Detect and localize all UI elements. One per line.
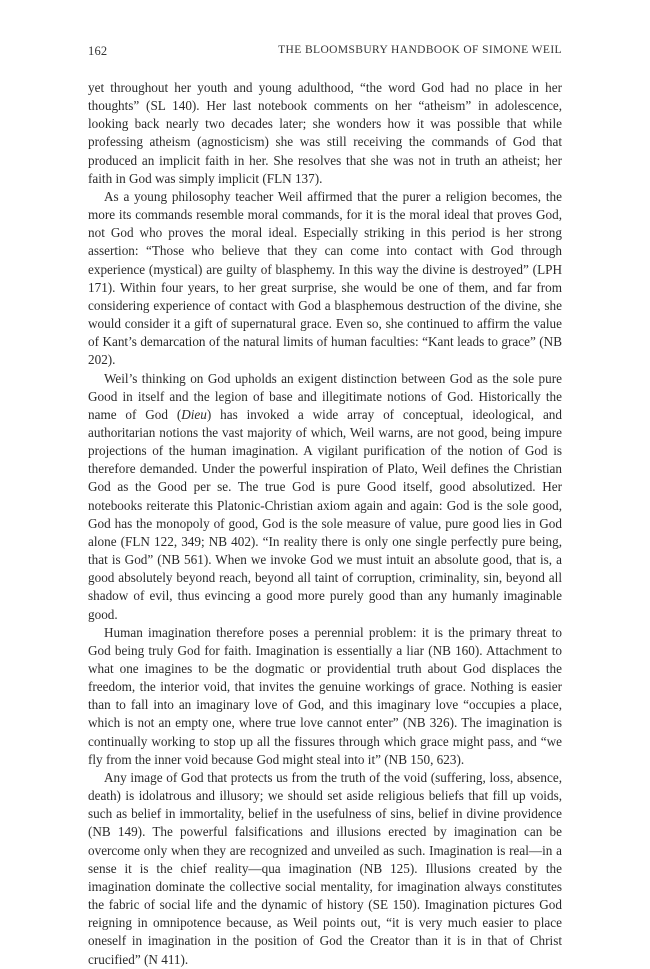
page-number: 162: [88, 44, 108, 58]
running-head: [88, 44, 562, 62]
paragraph-3-part-2: ) has invoked a wide array of conceptual, ideological, and authoritarian notions the vast majority of which, Weil warns, are not good, being impure projections of the human imagination. A vigilant purification of the notion of God is therefore demanded. Under the powerful inspiration of Plato, Weil defines the Christian God as the Good per se. The true God is pure Good itself, good absolutized. Her notebooks reiterate this Platonic-Christian axiom again and again: God is the sole good, God has the monopoly of good, God is the sole measure of value, pure good lies in God alone (FLN 122, 349; NB 402). “In reality there is only one single perfectly pure being, that is God” (NB 561). When we invoke God we must intuit an absolute good, that is, a good absolutely beyond reach, beyond all taint of corruption, criminality, sin, beyond all shadow of evil, thus evincing a good more purely good than any humanly imaginable good.: [88, 406, 562, 622]
italic-term-dieu: Dieu: [181, 406, 207, 422]
body-text: [88, 79, 562, 969]
paragraph-4: Human imagination therefore poses a perennial problem: it is the primary threat to God being truly God for faith. Imagination is essentially a liar (NB 160). Attachment to what one imagines to be the dogmatic or providential truth about God displaces the freedom, the interior void, that invites the genuine workings of grace. Nothing is easier than to fall into an imaginary love of God, and this imaginary love “occupies a place, which is not an empty one, where true love cannot enter” (NB 326). The imagination is continually working to stop up all the fissures through which grace might pass, and “we fly from the inner void because God might steal into it” (NB 150, 623).: [88, 624, 562, 767]
paragraph-5: Any image of God that protects us from the truth of the void (suffering, loss, absence, death) is idolatrous and illusory; we should set aside religious beliefs that fill up voids, such as belief in immortality, belief in the usefulness of sins, belief in divine providence (NB 149). The powerful falsifications and illusions erected by imagination can be overcome only when they are recognized and unveiled as such. Imagination is real—in a sense it is the chief reality—qua imagination (NB 125). Illusions created by the imagination dominate the collective social mentality, for imagination always constitutes the fabric of social life and the dynamic of history (SE 150). Imagination pictures God reigning in omnipotence because, as Weil points out, “it is very much easier to place oneself in imagination in the position of God the Creator than it is in that of Christ crucified” (N 411).: [88, 769, 562, 967]
paragraph-1: yet throughout her youth and young adulthood, “the word God had no place in her thoughts” (SL 140). Her last notebook comments on her “atheism” in adolescence, looking back nearly two decades later; she wonders how it was possible that while professing atheism (agnosticism) she was still receiving the commands of God that produced an implicit faith in her. She resolves that she was not in truth an atheist; her faith in God was simply implicit (FLN 137).: [88, 80, 562, 186]
paragraph-3: [88, 370, 562, 624]
book-title: THE BLOOMSBURY HANDBOOK OF SIMONE WEIL: [278, 44, 562, 56]
paragraph-2: As a young philosophy teacher Weil affirmed that the purer a religion becomes, the more its commands resemble moral commands, for it is the moral ideal that proves God, not God who proves the moral ideal. Especially striking in this period is her strong assertion: “Those who believe that they can come into contact with God through experience (mystical) are guilty of blasphemy. In this way the divine is destroyed” (LPH 171). Within four years, to her great surprise, she would be one of them, and far from considering experience of contact with God a blasphemous destruction of the divine, she would consider it a gift of supernatural grace. Even so, she continued to affirm the value of Kant’s demarcation of the natural limits of human faculties: “Kant leads to grace” (NB 202).: [88, 188, 562, 368]
paragraph-3-part-1: Weil’s thinking on God upholds an exigent distinction between God as the sole pure Good in itself and the legion of base and illegitimate notions of God. Historically the name of God (: [88, 370, 562, 422]
